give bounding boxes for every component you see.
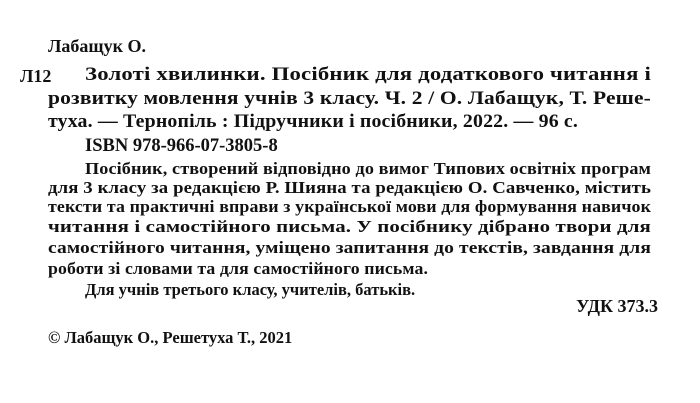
isbn-line: ISBN 978-966-07-3805-8 bbox=[85, 136, 278, 156]
annotation-line-1: Посібник, створений відповідно до вимог Типових освітніх програм bbox=[85, 159, 652, 178]
annotation-line-5: самостійного читання, уміщено запитання до текстів, завдання для bbox=[48, 238, 652, 257]
bibliographic-line-3: туха. — Тернопіль : Підручники і посібники, 2022. — 96 с. bbox=[48, 112, 578, 132]
udc-code: УДК 373.3 bbox=[576, 296, 658, 316]
author-heading: Лабащук О. bbox=[48, 36, 146, 56]
copyright-line: © Лабащук О., Решетуха Т., 2021 bbox=[48, 328, 293, 347]
annotation-line-4: читання і самостійного письма. У посібнику дібрано твори для bbox=[48, 217, 651, 236]
annotation-line-3: тексти та практичні вправи з української мови для формування навичок bbox=[48, 197, 652, 216]
bibliographic-line-1: Золоті хвилинки. Посібник для додаткового читання і bbox=[85, 65, 651, 85]
annotation-line-2: для 3 класу за редакцією Р. Шияна та редакцією О. Савченко, містить bbox=[48, 178, 652, 197]
audience-line: Для учнів третього класу, учителів, батьків. bbox=[85, 280, 416, 299]
bibliographic-line-2: розвитку мовлення учнів 3 класу. Ч. 2 / О. Лабащук, Т. Реше- bbox=[48, 89, 651, 109]
annotation-line-6: роботи зі словами та для самостійного письма. bbox=[48, 259, 429, 278]
classification-code: Л12 bbox=[20, 66, 52, 86]
